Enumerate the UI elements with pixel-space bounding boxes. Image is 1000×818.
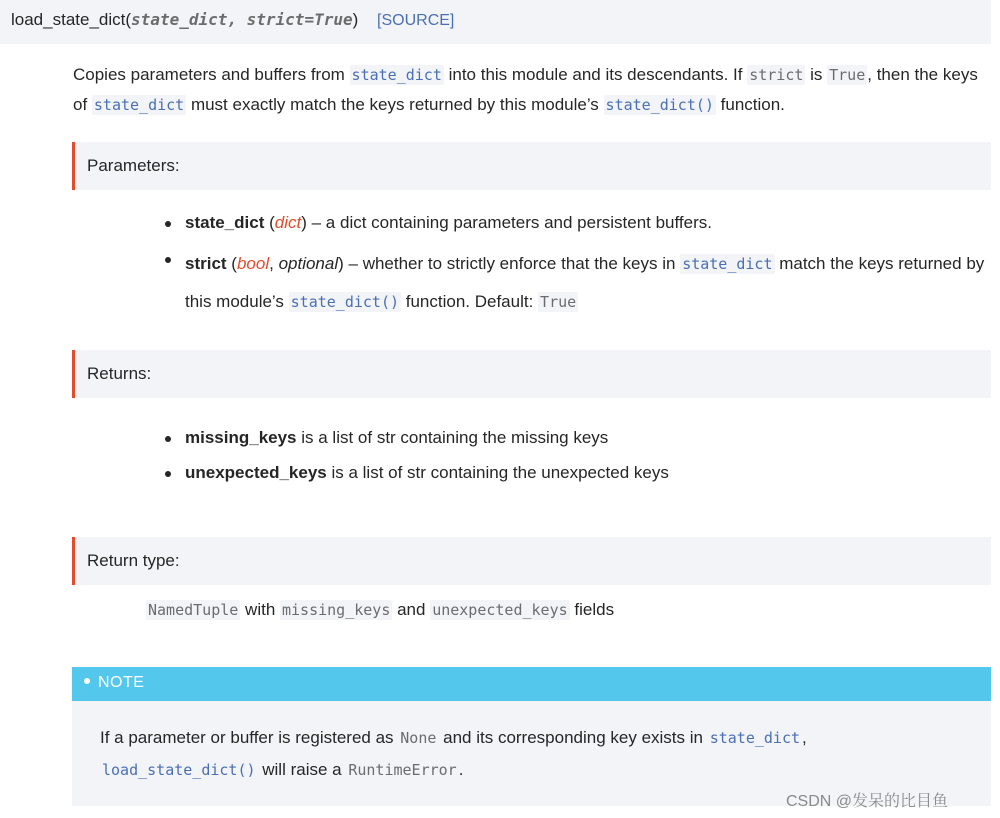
returns-heading: Returns:	[72, 350, 991, 398]
function-name: load_state_dict	[11, 10, 126, 29]
return-name: missing_keys	[185, 428, 297, 447]
param-type[interactable]: dict	[274, 213, 302, 232]
returns-list	[165, 424, 985, 487]
param-type[interactable]: bool	[236, 254, 270, 273]
code-strict: strict	[749, 66, 804, 84]
param-desc: function. Default:	[401, 292, 539, 311]
desc-text: function.	[715, 95, 785, 114]
return-type-heading: Return type:	[72, 537, 991, 585]
note-title: NOTE	[98, 674, 145, 691]
parameters-heading: Parameters:	[72, 142, 991, 190]
function-description	[73, 60, 993, 120]
code-namedtuple: NamedTuple	[148, 601, 239, 619]
note-text: If a parameter or buffer is registered as	[100, 728, 399, 747]
return-desc: is a list of str containing the unexpected keys	[326, 463, 669, 482]
code-true: True	[540, 293, 577, 311]
desc-text: , then the keys of	[73, 65, 978, 114]
code-ref-state-dict-fn[interactable]: state_dict()	[290, 293, 400, 311]
bullet-icon	[84, 678, 90, 684]
note-body	[100, 722, 980, 786]
parameters-list	[165, 209, 985, 321]
code-unexpected-keys: unexpected_keys	[432, 601, 568, 619]
param-paren: (	[264, 213, 275, 232]
close-paren: )	[352, 10, 359, 29]
note-text: will raise a	[257, 760, 347, 779]
note-admonition	[72, 667, 991, 806]
note-text: and its corresponding key exists in	[438, 728, 708, 747]
code-true: True	[829, 66, 866, 84]
note-text: ,	[802, 728, 807, 747]
param-optional: optional	[278, 254, 339, 273]
return-desc: is a list of str containing the missing keys	[296, 428, 609, 447]
function-signature	[0, 0, 991, 44]
watermark: CSDN @发呆的比目鱼	[786, 793, 949, 810]
code-none: None	[400, 729, 437, 747]
desc-text: Copies parameters and buffers from	[73, 65, 350, 84]
param-name: strict	[185, 254, 227, 273]
list-item	[165, 424, 985, 452]
code-missing-keys: missing_keys	[282, 601, 391, 619]
open-paren: (	[125, 10, 132, 29]
code-ref-state-dict[interactable]: state_dict	[351, 66, 442, 84]
desc-text: must exactly match the keys returned by this module’s	[186, 95, 604, 114]
source-link[interactable]: [SOURCE]	[377, 12, 455, 29]
return-name: unexpected_keys	[185, 463, 327, 482]
code-runtimeerror: RuntimeError	[348, 761, 457, 779]
function-args: state_dict, strict=True	[131, 10, 353, 29]
param-desc: – whether to strictly enforce that the keys in	[343, 254, 681, 273]
param-paren: (	[226, 254, 237, 273]
note-header	[72, 667, 991, 701]
list-item	[165, 245, 985, 321]
param-name: state_dict	[185, 213, 265, 232]
param-paren: )	[338, 254, 344, 273]
param-desc: – a dict containing parameters and persistent buffers.	[306, 213, 712, 232]
rettype-text: fields	[569, 600, 615, 619]
code-ref-load-state-dict[interactable]: load_state_dict()	[102, 761, 256, 779]
code-ref-state-dict-fn[interactable]: state_dict()	[605, 96, 714, 114]
param-desc: match the keys returned by this module’s	[185, 254, 985, 311]
list-item	[165, 459, 985, 487]
list-item	[165, 209, 985, 237]
code-ref-state-dict[interactable]: state_dict	[93, 96, 185, 114]
desc-text: into this module and its descendants. If	[443, 65, 748, 84]
rettype-text: and	[392, 600, 431, 619]
code-ref-state-dict[interactable]: state_dict	[682, 255, 773, 273]
return-type-value	[146, 600, 614, 620]
code-ref-state-dict[interactable]: state_dict	[709, 729, 801, 747]
rettype-text: with	[240, 600, 280, 619]
desc-text: is	[805, 65, 828, 84]
param-sep: ,	[269, 254, 279, 273]
param-paren: )	[301, 213, 307, 232]
note-text: .	[458, 760, 464, 779]
